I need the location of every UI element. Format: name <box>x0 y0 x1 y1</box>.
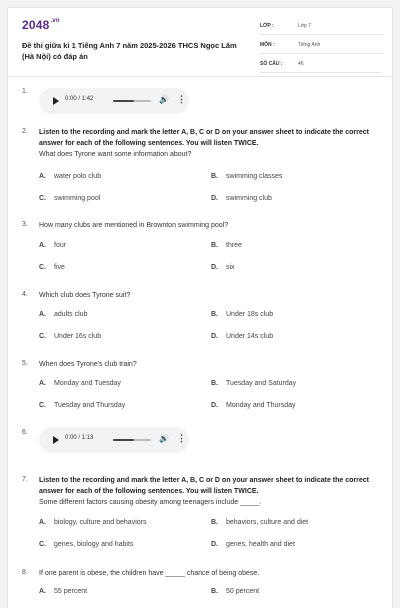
answer-option[interactable]: D. six <box>211 264 235 271</box>
play-icon[interactable] <box>53 436 59 444</box>
meta-value: Tiếng Anh <box>298 42 321 48</box>
exam-meta <box>260 20 382 77</box>
answer-option[interactable]: B. 50 percent <box>211 588 260 595</box>
answer-option[interactable]: A. 55 percent <box>39 588 88 595</box>
exam-title: Đề thi giữa kì 1 Tiếng Anh 7 năm 2025-2026 THCS Ngọc Lâm (Hà Nội) có đáp án <box>22 41 237 61</box>
exam-page <box>8 8 392 608</box>
question-text: When does Tyrone's club train? <box>39 361 137 368</box>
audio-progress <box>113 100 134 102</box>
question-number: 1. <box>22 88 28 95</box>
meta-value: Lớp 7 <box>298 23 312 29</box>
meta-row-count <box>260 58 382 73</box>
answer-option[interactable]: B. Under 18s club <box>211 311 274 318</box>
answer-option[interactable]: C. swimming pool <box>39 195 101 202</box>
question-instruction: Listen to the recording and mark the letter A, B, C or D on your answer sheet to indicate the correct answer for each of the following sentences. You will listen TWICE. <box>39 477 369 495</box>
question-number: 5. <box>22 360 28 367</box>
answer-option[interactable]: D. swimming club <box>211 195 272 202</box>
audio-seek-bar[interactable] <box>113 439 151 441</box>
question-number: 4. <box>22 291 28 298</box>
audio-progress <box>113 439 134 441</box>
question-number: 7. <box>22 476 28 483</box>
question-text: If one parent is obese, the children have _____ chance of being obese. <box>39 570 260 577</box>
audio-time: 0:00 / 1:42 <box>65 96 94 102</box>
question-text: What does Tyrone want some information about? <box>39 151 192 158</box>
question-text: Some different factors causing obesity among teenagers include _____. <box>39 499 262 506</box>
site-logo[interactable]: $2048^{.vn}$ <box>22 18 60 32</box>
meta-label: MÔN : <box>260 42 275 48</box>
question-number: 6. <box>22 429 28 436</box>
answer-option[interactable]: A. adults club <box>39 311 88 318</box>
question-number: 2. <box>22 128 28 135</box>
audio-player[interactable] <box>39 88 189 114</box>
answer-option[interactable]: B. swimming classes <box>211 173 283 180</box>
answer-option[interactable]: D. Monday and Thursday <box>211 402 296 409</box>
meta-label: LỚP : <box>260 23 274 29</box>
answer-option[interactable]: A. biology, culture and behaviors <box>39 519 147 526</box>
answer-option[interactable]: C. five <box>39 264 65 271</box>
question-text: Which club does Tyrone suit? <box>39 292 131 299</box>
answer-option[interactable]: D. Under 14s club <box>211 333 274 340</box>
answer-option[interactable]: B. Tuesday and Saturday <box>211 380 297 387</box>
exam-header <box>22 18 382 74</box>
meta-row-subject <box>260 39 382 54</box>
question-number: 8. <box>22 569 28 576</box>
volume-icon[interactable]: 🔊 <box>159 95 169 104</box>
answer-option[interactable]: B. behaviors, culture and diet <box>211 519 309 526</box>
volume-icon[interactable]: 🔊 <box>159 434 169 443</box>
answer-option[interactable]: C. genes, biology and habits <box>39 541 134 548</box>
audio-seek-bar[interactable] <box>113 100 151 102</box>
header-divider <box>8 76 392 77</box>
question-number: 3. <box>22 221 28 228</box>
meta-row-grade <box>260 20 382 35</box>
answer-option[interactable]: B. three <box>211 242 242 249</box>
more-options-icon[interactable]: ⋮ <box>177 94 186 104</box>
answer-option[interactable]: C. Under 16s club <box>39 333 102 340</box>
answer-option[interactable]: A. four <box>39 242 67 249</box>
more-options-icon[interactable]: ⋮ <box>177 433 186 443</box>
answer-option[interactable]: A. water polo club <box>39 173 102 180</box>
play-icon[interactable] <box>53 97 59 105</box>
audio-player[interactable] <box>39 427 189 453</box>
answer-option[interactable]: A. Monday and Tuesday <box>39 380 121 387</box>
question-instruction: Listen to the recording and mark the letter A, B, C or D on your answer sheet to indicate the correct answer for each of the following sentences. You will listen TWICE. <box>39 129 369 147</box>
answer-option[interactable]: C. Tuesday and Thursday <box>39 402 126 409</box>
answer-option[interactable]: D. genes, health and diet <box>211 541 295 548</box>
meta-value: 46 <box>298 61 304 67</box>
meta-label: SỐ CÂU : <box>260 61 283 67</box>
question-text: How many clubs are mentioned in Brownton swimming pool? <box>39 222 229 229</box>
audio-time: 0:00 / 1:13 <box>65 435 94 441</box>
